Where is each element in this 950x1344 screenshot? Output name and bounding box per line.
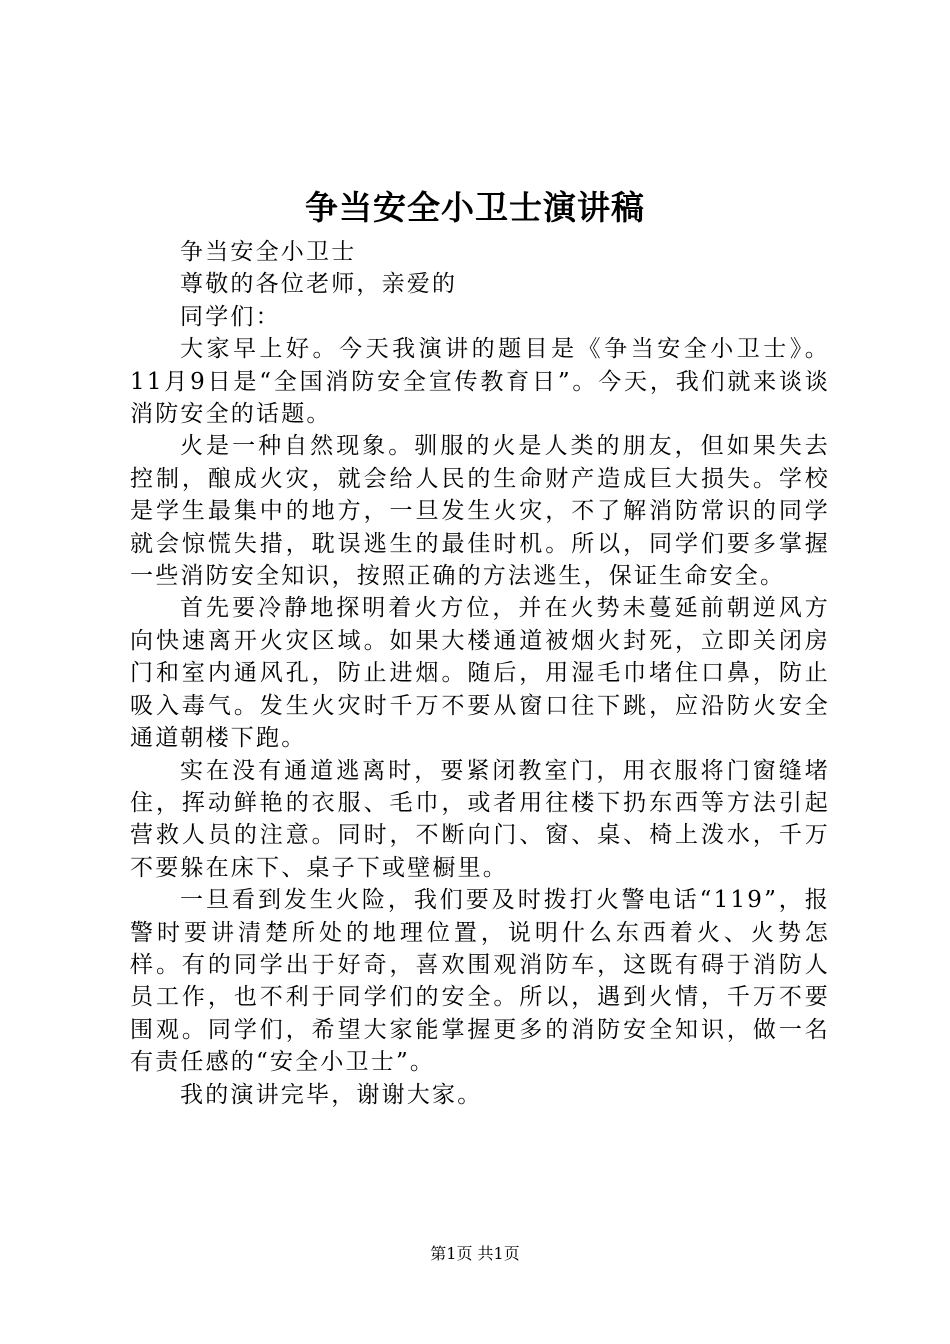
body-paragraph-no-exit: 实在没有通道逃离时，要紧闭教室门，用衣服将门窗缝堵住，挥动鲜艳的衣服、毛巾，或者用往楼下扔东西等方法引起营救人员的注意。同时，不断向门、窗、桌、椅上泼水，千万不要躲在床下、桌子下或壁橱里。 bbox=[130, 757, 830, 881]
page-footer: 第1页 共1页 bbox=[430, 1244, 520, 1263]
speech-heading-paragraph: 争当安全小卫士 bbox=[180, 239, 357, 265]
salutation-paragraph: 尊敬的各位老师，亲爱的 bbox=[180, 271, 458, 298]
body-paragraph-escape-steps: 首先要冷静地探明着火方位，并在火势未蔓延前朝逆风方向快速离开火灾区域。如果大楼通道被烟火封死，立即关闭房门和室内通风孔，防止进烟。随后，用湿毛巾堵住口鼻，防止吸入毒气。发生火灾时千万不要从窗口往下跳，应沿防火安全通道朝楼下跑。 bbox=[130, 595, 830, 752]
body-paragraph-call-119: 一旦看到发生火险，我们要及时拨打火警电话“119”，报警时要讲清楚所处的地理位置，说明什么东西着火、火势怎样。有的同学出于好奇，喜欢围观消防车，这既有碍于消防人员工作，也不利于同学们的安全。所以，遇到火情，千万不要围观。同学们，希望大家能掌握更多的消防安全知识，做一名有责任感的“安全小卫士”。 bbox=[130, 887, 830, 1076]
document-body bbox=[130, 236, 830, 1111]
body-paragraph-intro: 大家早上好。今天我演讲的题目是《争当安全小卫士》。11月9日是“全国消防安全宣传教育日”。今天，我们就来谈谈消防安全的话题。 bbox=[130, 336, 830, 428]
body-paragraph-fire-nature: 火是一种自然现象。驯服的火是人类的朋友，但如果失去控制，酿成火灾，就会给人民的生命财产造成巨大损失。学校是学生最集中的地方，一旦发生火灾，不了解消防常识的同学就会惊慌失措，耽误逃生的最佳时机。所以，同学们要多掌握一些消防安全知识，按照正确的方法逃生，保证生命安全。 bbox=[130, 433, 830, 590]
salutation-continued-paragraph: 同学们： bbox=[180, 303, 281, 330]
closing-paragraph: 我的演讲完毕，谢谢大家。 bbox=[180, 1081, 483, 1108]
document-title: 争当安全小卫士演讲稿 bbox=[305, 188, 645, 227]
